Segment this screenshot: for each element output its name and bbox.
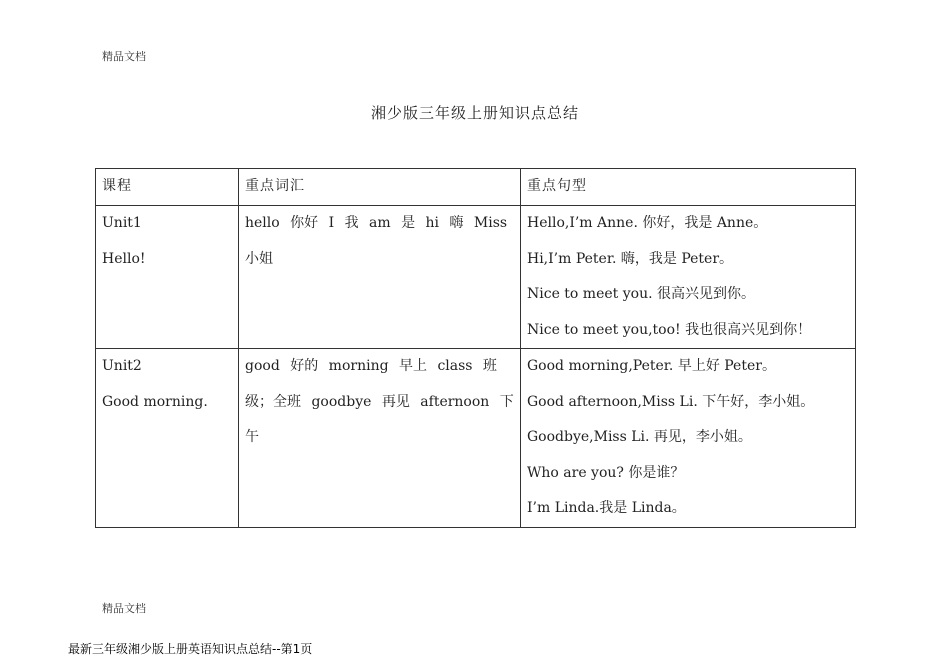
table-row-unit1: [96, 206, 856, 349]
sentence: Hello,I’m Anne. 你好，我是 Anne。: [527, 215, 768, 231]
sentence: Nice to meet you,too! 我也很高兴见到你！: [527, 321, 812, 338]
unit-title: Hello!: [102, 250, 146, 267]
sentence: Hi,I’m Peter. 嗨，我是 Peter。: [527, 250, 734, 267]
sentences-cell: [521, 206, 856, 349]
header-vocab: 重点词汇: [239, 169, 521, 206]
knowledge-table: [95, 168, 856, 528]
sentence: Good afternoon,Miss Li. 下午好，李小姐。: [527, 393, 815, 410]
footer-watermark: 精品文档: [102, 602, 146, 615]
sentence: Goodbye,Miss Li. 再见，李小姐。: [527, 429, 752, 445]
sentences-cell: [521, 349, 856, 528]
course-cell: [96, 349, 239, 528]
document-title: 湘少版三年级上册知识点总结: [370, 104, 579, 122]
unit-title: Good morning.: [102, 393, 208, 410]
vocab-text: hello 你好 I 我 am 是 hi 嗨 Miss 小姐: [245, 215, 508, 267]
course-cell: [96, 206, 239, 349]
sentence: I’m Linda.我是 Linda。: [527, 500, 686, 516]
vocab-cell: [239, 349, 521, 528]
vocab-cell: [239, 206, 521, 349]
sentence: Nice to meet you. 很高兴见到你。: [527, 286, 755, 302]
sentence: Good morning,Peter. 早上好 Peter。: [527, 358, 776, 374]
table-header-row: [96, 169, 856, 206]
header-course: 课程: [96, 169, 239, 206]
header-watermark: 精品文档: [102, 50, 146, 63]
vocab-text: good 好的 morning 早上 class 班级；全班 goodbye 再见 afternoon 下午: [245, 358, 514, 445]
unit-label: Unit1: [102, 215, 142, 231]
table-row-unit2: [96, 349, 856, 528]
sentence: Who are you? 你是谁？: [527, 464, 685, 481]
unit-label: Unit2: [102, 358, 142, 374]
footer-page-title: 最新三年级湘少版上册英语知识点总结--第1页: [68, 642, 313, 656]
header-sentences: 重点句型: [521, 169, 856, 206]
